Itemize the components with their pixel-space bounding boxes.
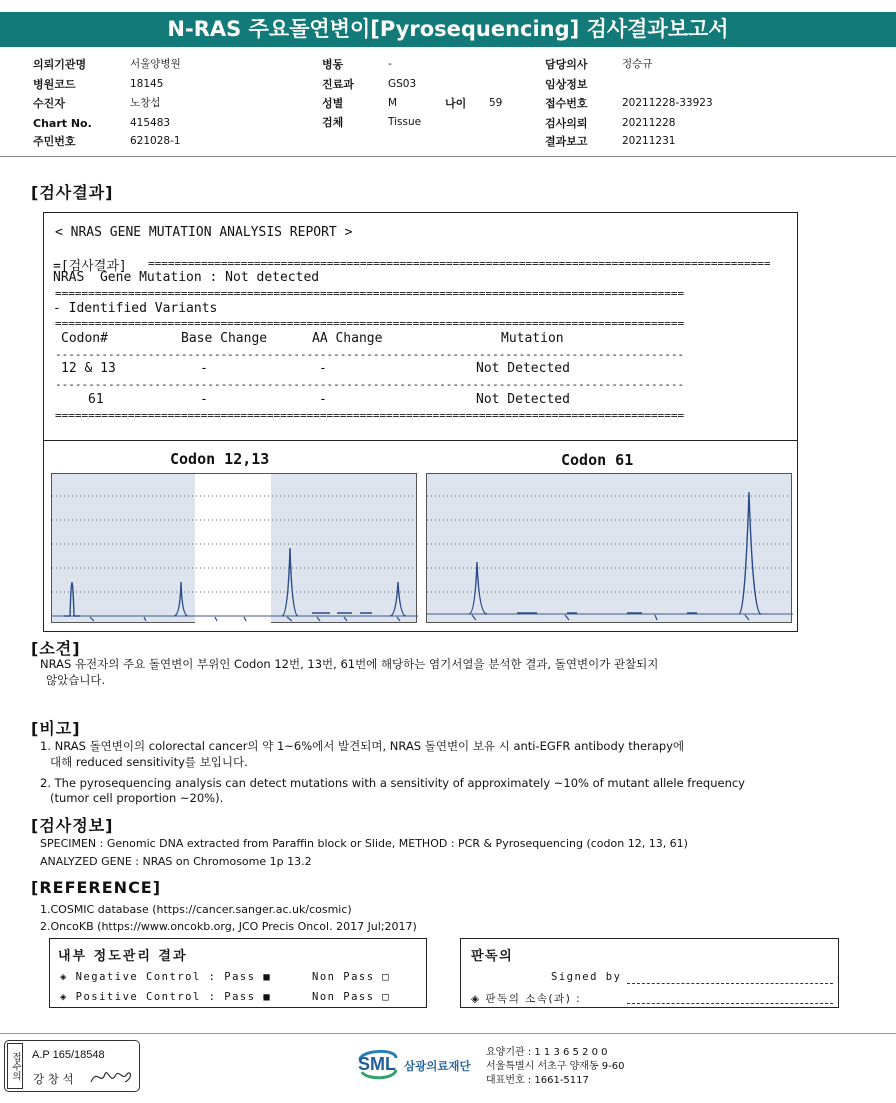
stamp-ap: A.P 165/18548 — [32, 1049, 105, 1061]
result-line: NRAS Gene Mutation : Not detected — [53, 270, 320, 285]
row-aa: - — [319, 361, 327, 376]
divider: ----------------------------------------------------------------------------------------------- — [55, 348, 685, 361]
reference-title: [REFERENCE] — [31, 878, 162, 897]
test-info-line-1: SPECIMEN : Genomic DNA extracted from Paraffin block or Slide, METHOD : PCR & Pyrosequencing (codon 12, 13, 61) — [40, 837, 688, 850]
info-label: 결과보고 — [545, 135, 588, 148]
signed-by-label: Signed by — [551, 971, 622, 983]
stamp-side-label: 접수의 — [7, 1043, 23, 1089]
info-label: 병동 — [322, 58, 344, 71]
reader-title: 판독의 — [471, 949, 514, 964]
footer-code: 요양기관 : 1 1 3 6 5 2 0 0 — [486, 1047, 608, 1058]
row-mutation: Not Detected — [476, 392, 570, 407]
info-label: 검사의뢰 — [545, 117, 588, 130]
divider — [0, 1033, 896, 1034]
row-aa: - — [319, 392, 327, 407]
findings-line-2: 않았습니다. — [46, 673, 106, 687]
info-value: 415483 — [130, 117, 171, 129]
pyrogram-left-title: Codon 12,13 — [170, 450, 270, 468]
info-value: Tissue — [388, 116, 422, 128]
info-label: 의뢰기관명 — [33, 58, 87, 71]
report-header: < NRAS GENE MUTATION ANALYSIS REPORT > — [55, 225, 353, 240]
info-label: 주민번호 — [33, 135, 76, 148]
result-label: =[검사결과] — [53, 259, 127, 274]
test-info-line-2: ANALYZED GENE : NRAS on Chromosome 1p 13.2 — [40, 855, 312, 868]
note-2b: (tumor cell proportion ~20%). — [50, 791, 224, 805]
col-header-base: Base Change — [181, 331, 268, 346]
col-header-aa: AA Change — [312, 331, 383, 346]
info-value: 정승규 — [622, 58, 653, 70]
pyrogram-left-plot — [52, 474, 418, 624]
info-value: 20211231 — [622, 135, 676, 147]
col-header-mutation: Mutation — [501, 331, 564, 346]
info-value: - — [388, 58, 392, 70]
pyrogram-left — [51, 473, 417, 623]
info-value: 노창섭 — [130, 97, 161, 109]
pyrogram-right — [426, 473, 792, 623]
divider: =============================================================================================== — [55, 317, 685, 330]
info-label: 진료과 — [322, 78, 354, 91]
notes-title: [비고] — [31, 719, 81, 738]
info-value: 59 — [489, 97, 503, 109]
qc-title: 내부 정도관리 결과 — [58, 949, 188, 964]
reader-box — [460, 938, 839, 1008]
patient-info — [0, 0, 896, 160]
qc-negative: ◈ Negative Control : Pass ■ — [60, 971, 272, 983]
footer-phone: 대표번호 : 1661-5117 — [486, 1075, 589, 1086]
qc-positive-alt: Non Pass □ — [312, 991, 391, 1003]
qc-positive: ◈ Positive Control : Pass ■ — [60, 991, 272, 1003]
row-codon: 61 — [88, 392, 104, 407]
info-label: 담당의사 — [545, 58, 588, 71]
qc-box — [49, 938, 427, 1008]
footer-org: 삼광의료재단 — [404, 1059, 471, 1073]
report-title: N-RAS 주요돌연변이[Pyrosequencing] 검사결과보고서 — [0, 12, 896, 47]
row-codon: 12 & 13 — [61, 361, 116, 376]
divider: ============================================================================================== — [148, 257, 771, 270]
pyrogram-right-plot — [427, 474, 793, 624]
info-value: 20211228 — [622, 117, 676, 129]
divider: ----------------------------------------------------------------------------------------------- — [55, 378, 685, 391]
affiliation-line — [627, 1003, 833, 1004]
footer-logo — [356, 1046, 476, 1082]
info-value: 18145 — [130, 78, 164, 90]
signature-icon — [87, 1064, 137, 1088]
info-label: 검체 — [322, 116, 344, 129]
pyrogram-right-title: Codon 61 — [561, 451, 634, 469]
info-value: 서울양병원 — [130, 58, 181, 70]
divider — [44, 440, 797, 441]
divider: =============================================================================================== — [55, 409, 685, 422]
info-label: 나이 — [445, 97, 467, 110]
info-value: 621028-1 — [130, 135, 181, 147]
info-label: 성별 — [322, 97, 344, 110]
col-header-codon: Codon# — [61, 331, 108, 346]
findings-line-1: NRAS 유전자의 주요 돌연변이 부위인 Codon 12번, 13번, 61번에 해당하는 염기서열을 분석한 결과, 돌연변이가 관찰되지 — [40, 657, 659, 671]
reader-affiliation-label: ◈ 판독의 소속(과) : — [471, 993, 582, 1005]
footer-address: 서울특별시 서초구 양재동 9-60 — [486, 1061, 625, 1072]
info-value: 20211228-33923 — [622, 97, 713, 109]
divider: =============================================================================================== — [55, 287, 685, 300]
info-label: Chart No. — [33, 117, 92, 130]
row-mutation: Not Detected — [476, 361, 570, 376]
info-label: 병원코드 — [33, 78, 76, 91]
qc-negative-alt: Non Pass □ — [312, 971, 391, 983]
signed-by-line — [627, 983, 833, 984]
note-1a: 1. NRAS 돌연변이의 colorectal cancer의 약 1~6%에서 발견되며, NRAS 돌연변이 보유 시 anti-EGFR antibody therapy에 — [40, 739, 685, 753]
info-label: 임상정보 — [545, 78, 588, 91]
results-section-title: [검사결과] — [31, 183, 114, 202]
reference-1: 1.COSMIC database (https://cancer.sanger.ac.uk/cosmic) — [40, 903, 352, 916]
info-label: 접수번호 — [545, 97, 588, 110]
note-2a: 2. The pyrosequencing analysis can detect mutations with a sensitivity of approximately ~10% of mutant allele frequency — [40, 776, 745, 790]
stamp-name: 강 창 석 — [33, 1072, 74, 1086]
variants-label: - Identified Variants — [53, 301, 218, 316]
row-base: - — [200, 361, 208, 376]
reception-stamp — [4, 1040, 140, 1092]
reference-2: 2.OncoKB (https://www.oncokb.org, JCO Precis Oncol. 2017 Jul;2017) — [40, 920, 417, 933]
divider — [0, 156, 896, 157]
row-base: - — [200, 392, 208, 407]
findings-title: [소견] — [31, 639, 81, 658]
info-value: M — [388, 97, 398, 109]
note-1b: 대해 reduced sensitivity를 보입니다. — [50, 755, 248, 769]
report-box — [43, 212, 798, 632]
info-value: GS03 — [388, 78, 417, 90]
test-info-title: [검사정보] — [31, 816, 114, 835]
footer-brand: SML — [358, 1054, 396, 1074]
info-label: 수진자 — [33, 97, 65, 110]
